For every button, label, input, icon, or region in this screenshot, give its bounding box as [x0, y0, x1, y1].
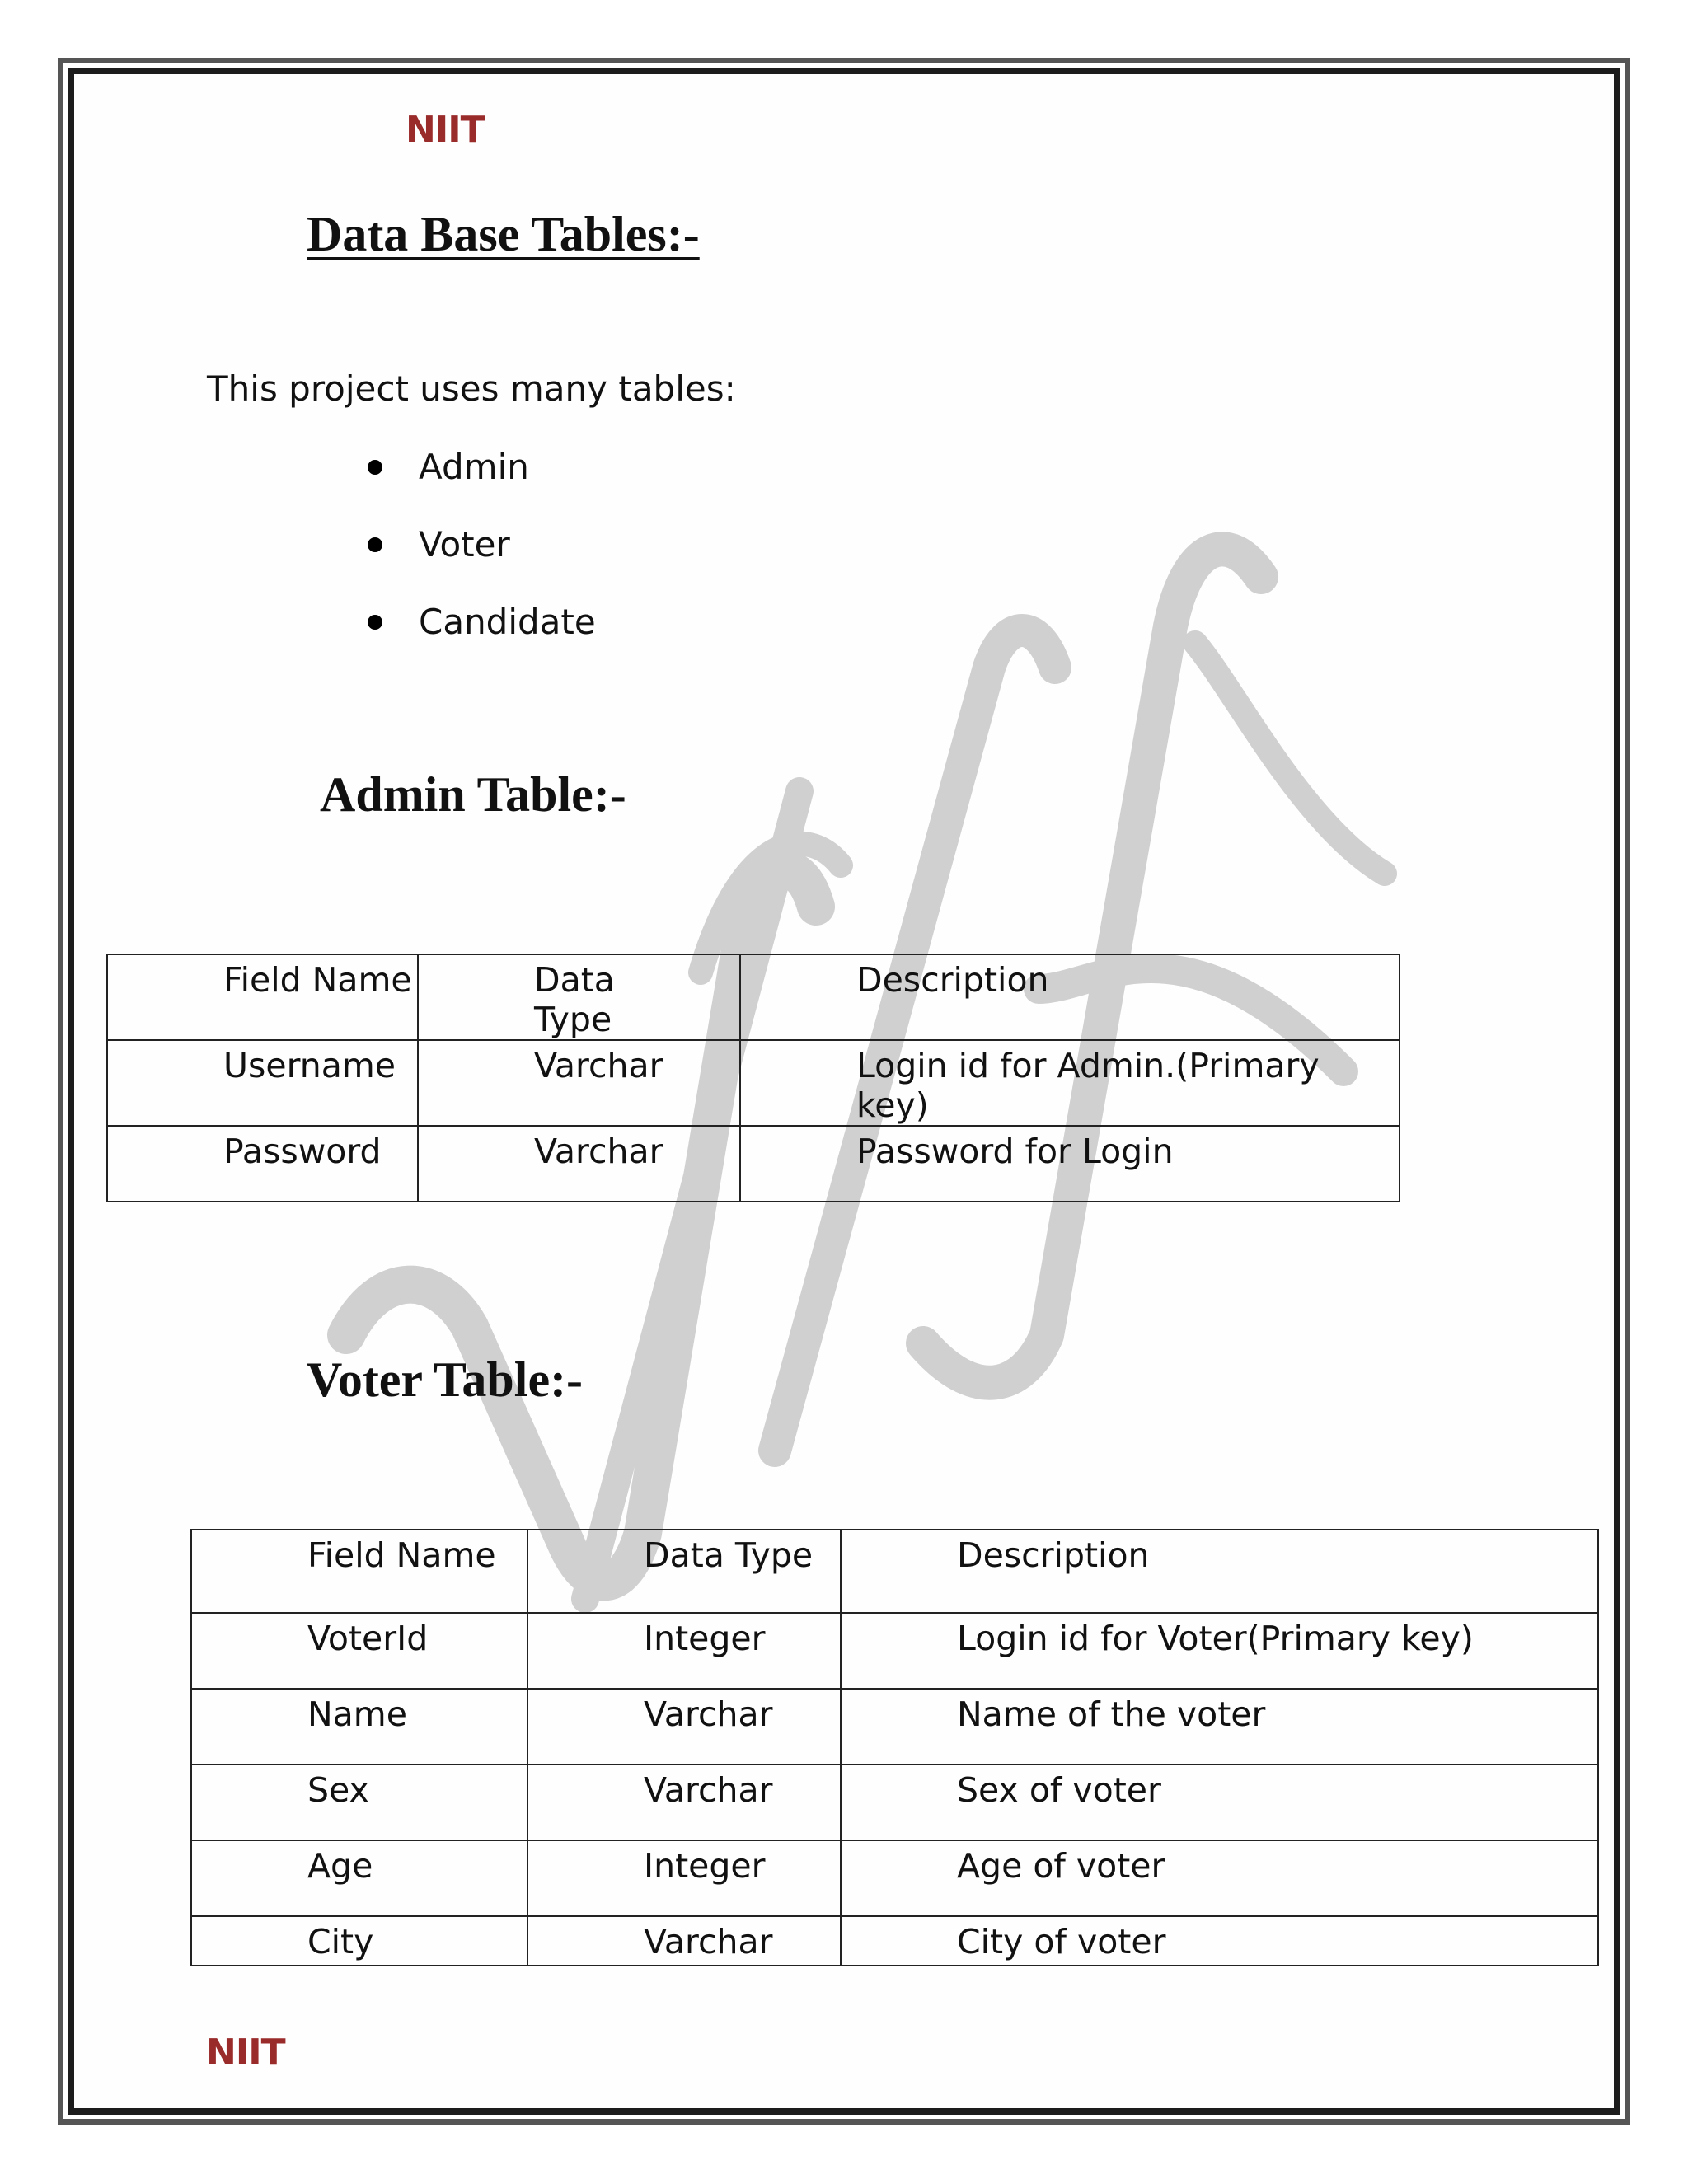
table-cell: Login id for Admin.(Primary key): [740, 1040, 1400, 1126]
table-cell: Username: [107, 1040, 418, 1126]
table-header-row: [191, 1530, 1598, 1613]
bullet-icon: [368, 460, 382, 475]
table-cell: Password for Login: [740, 1126, 1400, 1202]
admin-table: [106, 954, 1400, 1202]
table-cell: Varchar: [528, 1689, 841, 1765]
table-row: [191, 1613, 1598, 1689]
table-row: [107, 1126, 1400, 1202]
table-cell: Name of the voter: [841, 1689, 1598, 1765]
intro-text: This project uses many tables:: [207, 368, 736, 409]
table-header-row: [107, 954, 1400, 1040]
table-row: [107, 1040, 1400, 1126]
table-cell: Sex: [191, 1765, 528, 1840]
voter-table: [190, 1529, 1599, 1966]
table-list: [368, 445, 596, 677]
header-cell: Field Name: [107, 954, 418, 1040]
table-cell: Login id for Voter(Primary key): [841, 1613, 1598, 1689]
header-cell: Description: [740, 954, 1400, 1040]
table-row: [191, 1916, 1598, 1966]
table-cell: City of voter: [841, 1916, 1598, 1966]
brand-logo-top: NIIT: [406, 109, 485, 151]
brand-logo-bottom: NIIT: [206, 2032, 285, 2074]
page-title: Data Base Tables:-: [307, 207, 700, 261]
table-row: [191, 1840, 1598, 1916]
table-cell: Sex of voter: [841, 1765, 1598, 1840]
table-cell: Varchar: [418, 1040, 740, 1126]
bullet-icon: [368, 537, 382, 552]
table-cell: Age: [191, 1840, 528, 1916]
table-cell: City: [191, 1916, 528, 1966]
header-cell: Field Name: [191, 1530, 528, 1613]
list-item: Voter: [368, 523, 596, 600]
table-row: [191, 1689, 1598, 1765]
table-cell: Varchar: [528, 1916, 841, 1966]
list-item: Candidate: [368, 600, 596, 677]
table-cell: Age of voter: [841, 1840, 1598, 1916]
header-cell: Description: [841, 1530, 1598, 1613]
table-cell: Name: [191, 1689, 528, 1765]
list-item: Admin: [368, 445, 596, 523]
admin-table-heading: Admin Table:-: [320, 767, 626, 822]
header-cell: Data Type: [418, 954, 740, 1040]
table-row: [191, 1765, 1598, 1840]
voter-table-heading: Voter Table:-: [307, 1352, 584, 1407]
table-cell: VoterId: [191, 1613, 528, 1689]
table-cell: Integer: [528, 1840, 841, 1916]
header-cell: Data Type: [528, 1530, 841, 1613]
table-cell: Integer: [528, 1613, 841, 1689]
bullet-icon: [368, 615, 382, 630]
table-cell: Varchar: [418, 1126, 740, 1202]
table-cell: Password: [107, 1126, 418, 1202]
table-cell: Varchar: [528, 1765, 841, 1840]
